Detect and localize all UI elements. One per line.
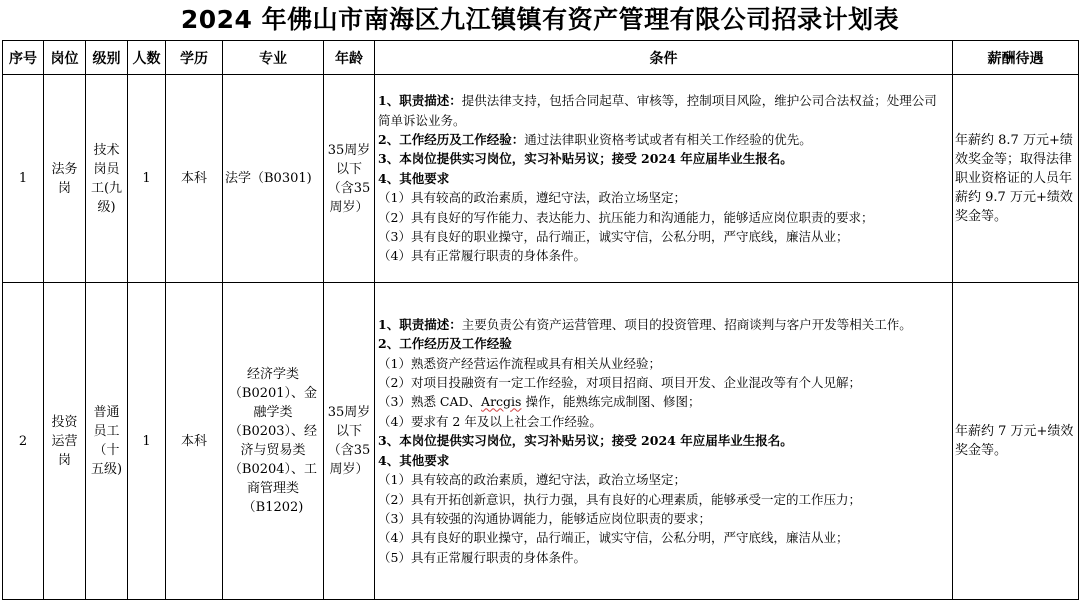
header-salary: 薪酬待遇 [953, 41, 1079, 75]
cell-seq: 1 [3, 75, 44, 283]
condition-item: （3）具有较强的沟通协调能力，能够适应岗位职责的要求； [378, 510, 711, 526]
header-level: 级别 [86, 41, 128, 75]
condition-other-heading: 4、其他要求 [378, 170, 450, 186]
page-title: 2024 年佛山市南海区九江镇镇有资产管理有限公司招录计划表 [180, 5, 900, 34]
condition-item: （4）具有正常履行职责的身体条件。 [378, 248, 586, 264]
condition-duty: 1、职责描述：主要负责公有资产运营管理、项目的投资管理、招商谈判与客户开发等相关工作。 [378, 316, 912, 332]
cell-position: 法务岗 [44, 75, 86, 283]
condition-item: （1）具有较高的政治素质，遵纪守法，政治立场坚定； [378, 472, 686, 488]
cell-position: 投资运营岗 [44, 283, 86, 600]
condition-item: （2）对项目投融资有一定工作经验，对项目招商、项目开发、企业混改等有个人见解； [378, 375, 861, 391]
condition-other-heading: 4、其他要求 [378, 452, 450, 468]
header-count: 人数 [128, 41, 166, 75]
cell-education: 本科 [166, 75, 223, 283]
condition-item: （3）熟悉 CAD、Arcgis 操作，能熟练完成制图、修图； [378, 394, 701, 410]
cell-major: 法学（B0301) [223, 75, 324, 283]
header-education: 学历 [166, 41, 223, 75]
header-conditions: 条件 [375, 41, 953, 75]
condition-internship: 3、本岗位提供实习岗位，实习补贴另议；接受 2024 年应届毕业生报名。 [378, 151, 793, 167]
condition-duty: 1、职责描述：提供法律支持，包括合同起草、审核等，控制项目风险，维护公司合法权益；处理公司简单诉讼业务。 [378, 93, 937, 128]
cell-major: 经济学类（B0201）、金融学类（B0203）、经济与贸易类（B0204）、工商管理类（B1202) [223, 283, 324, 600]
recruitment-plan-table [2, 40, 1079, 600]
cell-level: 普通员工（十五级) [86, 283, 128, 600]
table-header-row [3, 41, 1079, 75]
condition-item: （5）具有正常履行职责的身体条件。 [378, 549, 586, 565]
cell-age: 35周岁以下（含35周岁） [324, 283, 375, 600]
header-position: 岗位 [44, 41, 86, 75]
cell-salary: 年薪约 7 万元+绩效奖金等。 [953, 283, 1079, 600]
table-row [3, 75, 1079, 283]
condition-item: （4）具有良好的职业操守，品行端正，诚实守信，公私分明，严守底线，廉洁从业； [378, 530, 849, 546]
cell-seq: 2 [3, 283, 44, 600]
condition-item: （2）具有开拓创新意识，执行力强，具有良好的心理素质，能够承受一定的工作压力； [378, 491, 861, 507]
condition-item: （1）熟悉资产经营运作流程或具有相关从业经验； [378, 355, 661, 371]
cell-conditions [375, 283, 953, 600]
cell-level: 技术岗员工(九级) [86, 75, 128, 283]
condition-item: （3）具有良好的职业操守，品行端正，诚实守信，公私分明，严守底线，廉洁从业； [378, 229, 849, 245]
header-seq: 序号 [3, 41, 44, 75]
cell-conditions [375, 75, 953, 283]
condition-internship: 3、本岗位提供实习岗位，实习补贴另议；接受 2024 年应届毕业生报名。 [378, 433, 793, 449]
cell-education: 本科 [166, 283, 223, 600]
spellcheck-word: Arcgis [481, 394, 522, 410]
cell-age: 35周岁以下（含35周岁） [324, 75, 375, 283]
header-major: 专业 [223, 41, 324, 75]
condition-item: （2）具有良好的写作能力、表达能力、抗压能力和沟通能力，能够适应岗位职责的要求； [378, 209, 874, 225]
condition-experience-heading: 2、工作经历及工作经验 [378, 336, 512, 352]
cell-salary: 年薪约 8.7 万元+绩效奖金等；取得法律职业资格证的人员年薪约 9.7 万元+绩效奖金等。 [953, 75, 1079, 283]
header-age: 年龄 [324, 41, 375, 75]
condition-item: （4）要求有 2 年及以上社会工作经验。 [378, 413, 602, 429]
cell-count: 1 [128, 283, 166, 600]
table-row [3, 283, 1079, 600]
cell-count: 1 [128, 75, 166, 283]
condition-experience: 2、工作经历及工作经验：通过法律职业资格考试或者有相关工作经验的优先。 [378, 131, 812, 147]
condition-item: （1）具有较高的政治素质，遵纪守法，政治立场坚定； [378, 190, 686, 206]
